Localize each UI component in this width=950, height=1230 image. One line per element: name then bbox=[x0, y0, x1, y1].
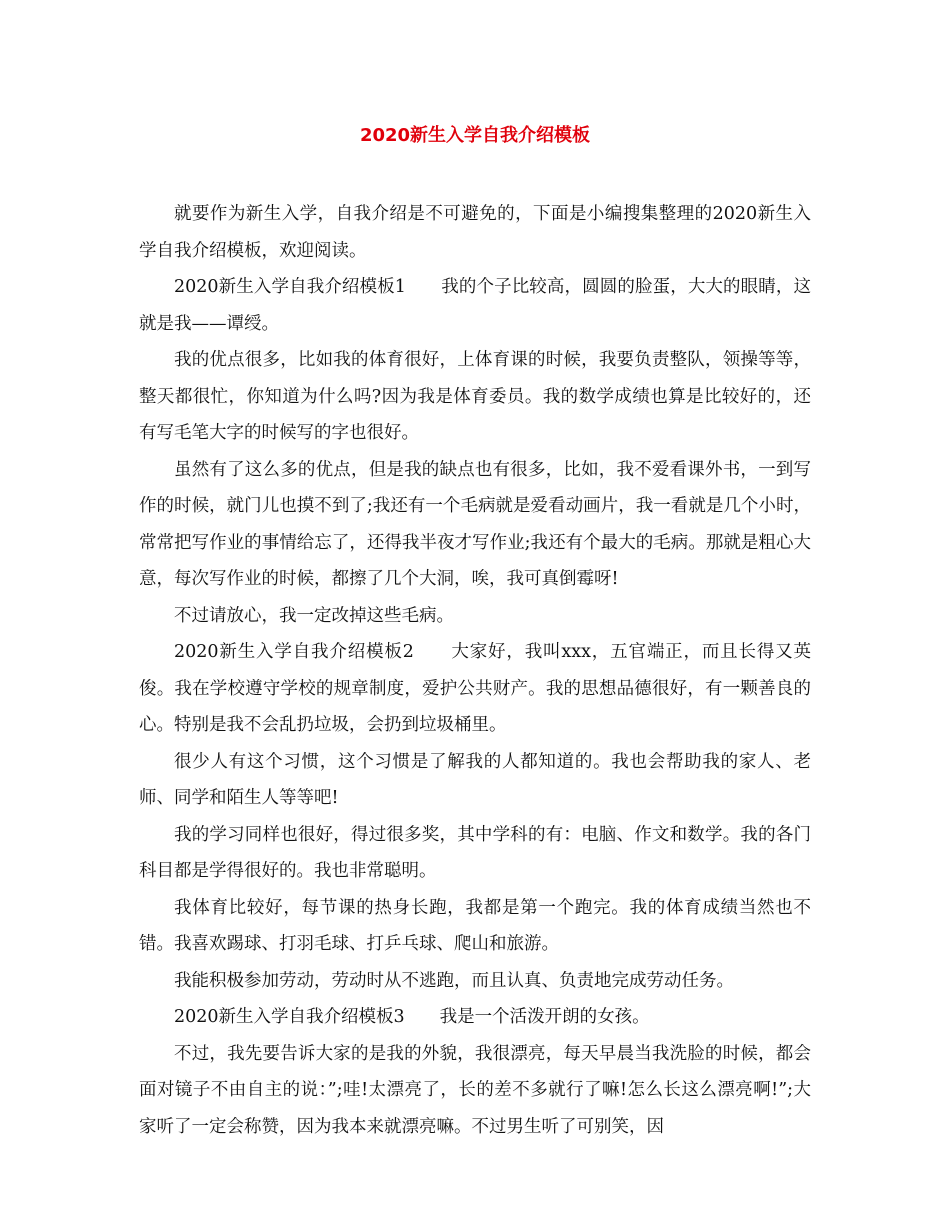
paragraph: 不过请放心，我一定改掉这些毛病。 bbox=[174, 605, 454, 626]
paragraph: 我的学习同样也很好，得过很多奖，其中学科的有：电脑、作文和数学。我的各门科目都是学得很好的。我也非常聪明。 bbox=[139, 824, 811, 881]
paragraph: 很少人有这个习惯，这个习惯是了解我的人都知道的。我也会帮助我的家人、老师、同学和陌生人等等吧! bbox=[139, 751, 811, 808]
paragraph-template-2: 2020新生入学自我介绍模板2 大家好，我叫xxx，五官端正，而且长得又英俊。我在学校遵守学校的规章制度，爱护公共财产。我的思想品德很好，有一颗善良的心。特别是我不会乱扔垃圾，会扔到垃圾桶里。 bbox=[139, 642, 811, 735]
paragraph: 我的优点很多，比如我的体育很好，上体育课的时候，我要负责整队，领操等等，整天都很忙，你知道为什么吗?因为我是体育委员。我的数学成绩也算是比较好的，还有写毛笔大字的时候写的字也很好。 bbox=[139, 350, 811, 443]
paragraph: 不过，我先要告诉大家的是我的外貌，我很漂亮，每天早晨当我洗脸的时候，都会面对镜子不由自主的说：”;哇!太漂亮了，长的差不多就行了嘛!怎么长这么漂亮啊!”;大家听了一定会称赞，因为我本来就漂亮嘛。不过男生听了可别笑，因 bbox=[139, 1043, 811, 1137]
paragraph-template-1: 2020新生入学自我介绍模板1 我的个子比较高，圆圆的脸蛋，大大的眼睛，这就是我——谭绶。 bbox=[139, 277, 811, 334]
document-title: 2020新生入学自我介绍模板 bbox=[359, 125, 591, 146]
document-body bbox=[139, 196, 811, 1145]
paragraph: 虽然有了这么多的优点，但是我的缺点也有很多，比如，我不爱看课外书，一到写作的时候，就门儿也摸不到了;我还有一个毛病就是爱看动画片，我一看就是几个小时，常常把写作业的事情给忘了，还得我半夜才写作业;我还有个最大的毛病。那就是粗心大意，每次写作业的时候，都擦了几个大洞，唉，我可真倒霉呀! bbox=[139, 459, 811, 589]
paragraph: 我能积极参加劳动，劳动时从不逃跑，而且认真、负责地完成劳动任务。 bbox=[174, 970, 734, 991]
paragraph-template-3: 2020新生入学自我介绍模板3 我是一个活泼开朗的女孩。 bbox=[174, 1007, 650, 1027]
paragraph: 我体育比较好，每节课的热身长跑，我都是第一个跑完。我的体育成绩当然也不错。我喜欢踢球、打羽毛球、打乒乓球、爬山和旅游。 bbox=[139, 897, 811, 954]
paragraph-intro: 就要作为新生入学，自我介绍是不可避免的，下面是小编搜集整理的2020新生入学自我介绍模板，欢迎阅读。 bbox=[139, 204, 811, 261]
